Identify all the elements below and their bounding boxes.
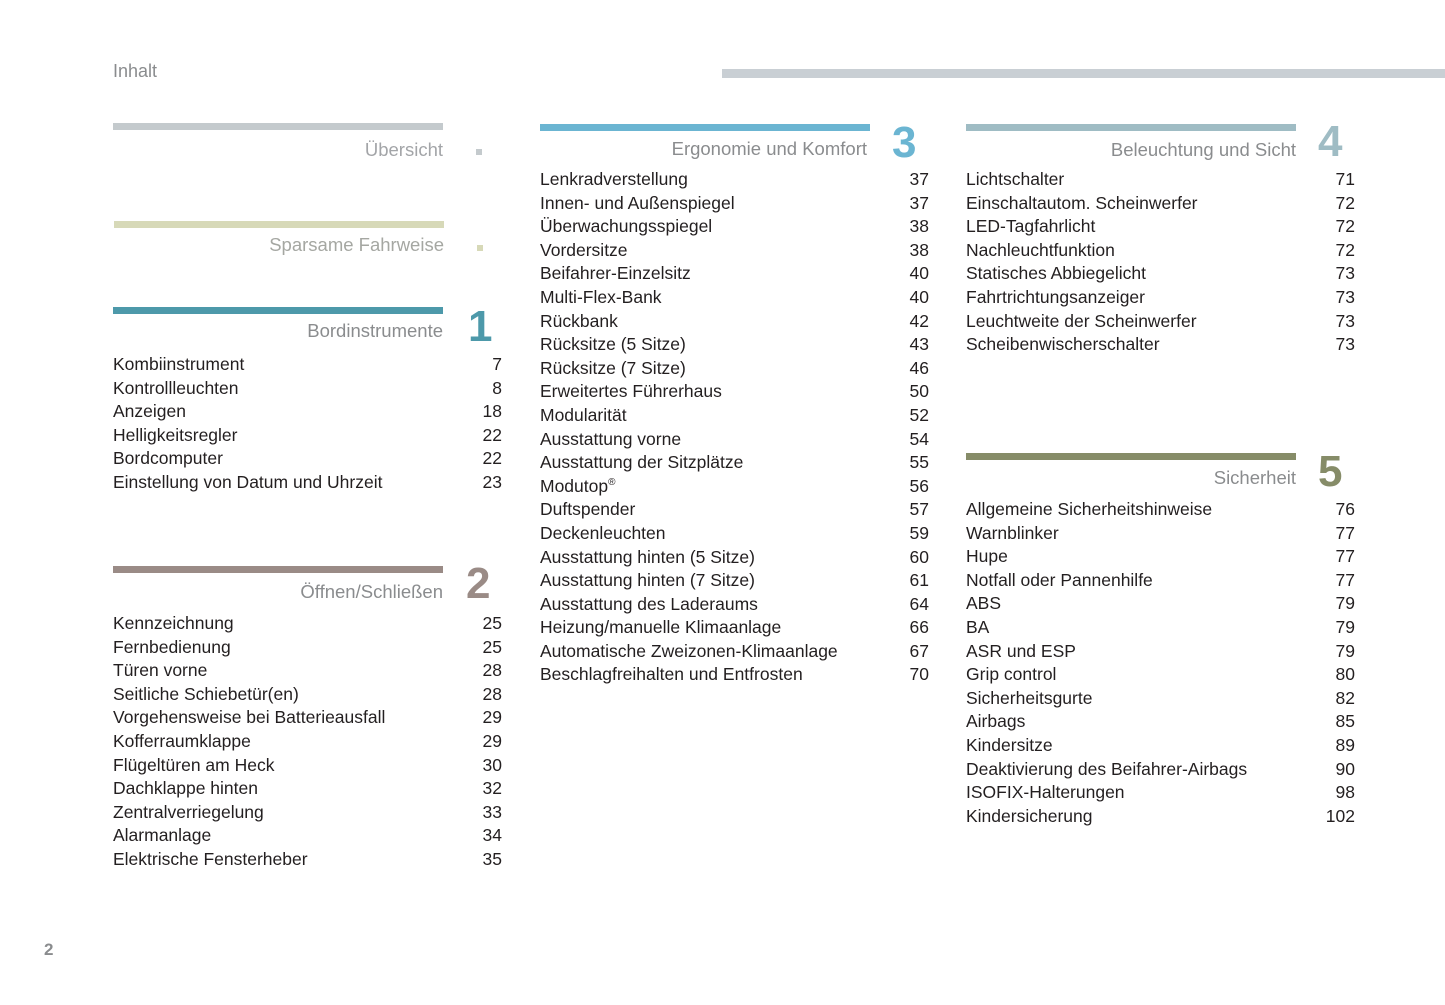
toc-entry[interactable] [966, 758, 1355, 782]
toc-entry[interactable] [966, 522, 1355, 546]
toc-entry-label: Kombiinstrument [113, 354, 245, 374]
toc-entry-page: 28 [482, 683, 502, 704]
toc-entry-label: Rücksitze (5 Sitze) [540, 334, 686, 355]
section-number: 5 [1318, 447, 1343, 496]
toc-entry-label: Vorgehensweise bei Batterieausfall [113, 707, 386, 728]
toc-entry-page: 79 [1335, 640, 1355, 661]
toc-entry[interactable] [966, 239, 1355, 263]
toc-entry-label: Dachklappe hinten [113, 778, 258, 799]
toc-entry[interactable] [966, 592, 1355, 616]
toc-entry-label: Lenkradverstellung [540, 169, 688, 189]
toc-entry-page: 79 [1335, 616, 1355, 637]
toc-entry-page: 64 [909, 593, 929, 614]
toc-entry[interactable] [966, 663, 1355, 687]
toc-entry[interactable] [966, 710, 1355, 734]
toc-entry-page: 82 [1335, 687, 1355, 708]
toc-entry-label: Beifahrer-Einzelsitz [540, 263, 691, 284]
toc-entry-label: Beschlagfreihalten und Entfrosten [540, 664, 803, 685]
toc-entry[interactable] [966, 215, 1355, 239]
toc-entry-label: Fahrtrichtungsanzeiger [966, 286, 1145, 307]
toc-entry-label: Airbags [966, 711, 1026, 732]
toc-entry-page: 76 [1335, 499, 1355, 519]
entries-bordinstrumente [113, 353, 502, 495]
toc-entry-page: 55 [909, 452, 929, 473]
section-title[interactable]: Sicherheit [1213, 467, 1296, 488]
toc-entry[interactable] [540, 522, 929, 546]
section-bar [113, 307, 443, 314]
toc-entry[interactable] [113, 612, 502, 636]
toc-entry-page: 66 [909, 617, 929, 638]
toc-entry[interactable] [113, 424, 502, 448]
toc-entry[interactable] [540, 357, 929, 381]
toc-entry[interactable] [966, 286, 1355, 310]
toc-entry-page: 25 [482, 613, 502, 633]
toc-entry[interactable] [966, 569, 1355, 593]
toc-entry[interactable] [966, 616, 1355, 640]
toc-entry-label: Sicherheitsgurte [966, 687, 1093, 708]
toc-entry-label: Deaktivierung des Beifahrer-Airbags [966, 758, 1248, 779]
toc-entry-page: 90 [1335, 758, 1355, 779]
toc-entry[interactable] [540, 310, 929, 334]
toc-entry[interactable] [113, 447, 502, 471]
toc-entry-page: 98 [1335, 782, 1355, 803]
toc-entry-label: Allgemeine Sicherheitshinweise [966, 499, 1213, 519]
header-bar [722, 69, 1445, 78]
toc-entry[interactable] [540, 569, 929, 593]
toc-entry[interactable] [540, 168, 929, 192]
toc-entry-label: Einschaltautom. Scheinwerfer [966, 192, 1198, 213]
section-title[interactable]: Ergonomie und Komfort [671, 138, 867, 159]
toc-entry-label: Flügeltüren am Heck [113, 754, 275, 775]
toc-entry-label: BA [966, 616, 990, 637]
toc-entry-page: 42 [909, 310, 929, 331]
toc-entry[interactable] [540, 380, 929, 404]
toc-entry-page: 72 [1335, 192, 1355, 213]
section-bar [540, 124, 870, 131]
toc-entry[interactable] [113, 471, 502, 495]
toc-entry-label: Automatische Zweizonen-Klimaanlage [540, 640, 838, 661]
section-number: 4 [1318, 117, 1343, 166]
toc-entry-label: Zentralverriegelung [113, 801, 264, 822]
toc-entry-page: 50 [909, 381, 929, 402]
toc-entry-page: 18 [482, 401, 502, 422]
toc-entry-page: 38 [909, 239, 929, 260]
toc-entry-label: LED-Tagfahrlicht [966, 216, 1096, 237]
toc-entry[interactable] [113, 400, 502, 424]
toc-entry[interactable] [113, 754, 502, 778]
section-title[interactable]: Übersicht [364, 139, 443, 160]
toc-entry-page: 38 [909, 216, 929, 237]
toc-entry-page: 40 [909, 263, 929, 284]
entries-beleuchtung [966, 168, 1355, 357]
toc-entry-label: Hupe [966, 546, 1008, 567]
toc-entry-page: 25 [482, 636, 502, 657]
toc-entry-page: 61 [909, 570, 929, 591]
toc-entry[interactable] [966, 805, 1355, 829]
entries-sicherheit [966, 498, 1355, 828]
toc-entry-label: Scheibenwischerschalter [966, 334, 1160, 355]
toc-entry-page: 71 [1335, 169, 1355, 189]
toc-entry-page: 60 [909, 546, 929, 567]
toc-entry-label: Vordersitze [540, 239, 628, 260]
toc-entry-label: Modutop [540, 475, 609, 496]
toc-entry[interactable] [966, 640, 1355, 664]
toc-entry-label: Modularität [540, 404, 627, 425]
toc-entry[interactable] [113, 659, 502, 683]
toc-entry-label: Kindersitze [966, 734, 1053, 755]
toc-entry-page: 85 [1335, 711, 1355, 732]
toc-entry-label: Seitliche Schiebetür(en) [113, 683, 299, 704]
toc-entry-page: 37 [909, 169, 929, 189]
toc-entry[interactable] [540, 498, 929, 522]
toc-entry[interactable] [966, 168, 1355, 192]
toc-entry-label: Kindersicherung [966, 805, 1093, 826]
toc-entry-label: Multi-Flex-Bank [540, 286, 662, 307]
section-bar [113, 123, 443, 130]
toc-entry-label: Anzeigen [113, 401, 186, 422]
toc-entry-page: 28 [482, 660, 502, 681]
toc-entry-page: 22 [482, 424, 502, 445]
toc-entry[interactable] [540, 428, 929, 452]
section-title[interactable]: Sparsame Fahrweise [269, 234, 444, 255]
toc-entry[interactable] [540, 475, 929, 499]
toc-entry-label: Helligkeitsregler [113, 424, 238, 445]
toc-entry-page: 37 [909, 192, 929, 213]
toc-entry-page: 80 [1335, 664, 1355, 685]
toc-entry[interactable] [113, 730, 502, 754]
toc-entry-label: Alarmanlage [113, 825, 212, 846]
registered-mark: ® [608, 476, 616, 488]
toc-entry-label: Kennzeichnung [113, 613, 234, 633]
toc-entry[interactable] [113, 706, 502, 730]
section-marker [476, 149, 482, 155]
header-label: Inhalt [113, 61, 158, 81]
toc-entry-label: Nachleuchtfunktion [966, 239, 1115, 260]
toc-entry-label: Notfall oder Pannenhilfe [966, 569, 1153, 590]
toc-entry-page: 46 [909, 357, 929, 378]
toc-entry-label: Fernbedienung [113, 636, 231, 657]
toc-entry[interactable] [966, 545, 1355, 569]
toc-entry-page: 54 [909, 428, 929, 449]
entries-ergonomie [540, 168, 929, 687]
toc-entry-label: Grip control [966, 664, 1057, 685]
toc-entry[interactable] [966, 781, 1355, 805]
toc-entry-page: 59 [909, 522, 929, 543]
toc-entry-page: 72 [1335, 216, 1355, 237]
toc-entry-page: 77 [1335, 569, 1355, 590]
toc-entry-label: ABS [966, 593, 1002, 614]
toc-entry[interactable] [113, 636, 502, 660]
toc-entry[interactable] [540, 262, 929, 286]
toc-entry-label: Kofferraumklappe [113, 730, 251, 751]
toc-entry[interactable] [966, 498, 1355, 522]
section-bar [114, 221, 444, 228]
toc-entry-label: Ausstattung vorne [540, 428, 682, 449]
toc-entry-page: 73 [1335, 286, 1355, 307]
toc-entry-label: Ausstattung hinten (7 Sitze) [540, 570, 755, 591]
toc-entry-label: Duftspender [540, 499, 636, 520]
toc-entry-page: 35 [482, 848, 502, 869]
toc-entry[interactable] [540, 404, 929, 428]
section-title[interactable]: Bordinstrumente [307, 320, 443, 341]
toc-entry-page: 102 [1325, 805, 1355, 826]
toc-entry[interactable] [113, 353, 502, 377]
toc-entry-page: 77 [1335, 522, 1355, 543]
toc-entry-page: 57 [909, 499, 929, 520]
section-number: 3 [892, 118, 917, 167]
toc-entry[interactable] [113, 377, 502, 401]
toc-entry-page: 29 [482, 707, 502, 728]
toc-entry-label: Elektrische Fensterheber [113, 848, 308, 869]
toc-entry[interactable] [966, 734, 1355, 758]
toc-entry-label: Rücksitze (7 Sitze) [540, 357, 686, 378]
toc-entry-page: 67 [909, 640, 929, 661]
toc-entry-label: Heizung/manuelle Klimaanlage [540, 617, 782, 638]
toc-entry-page: 23 [482, 471, 502, 492]
toc-entry[interactable] [540, 663, 929, 687]
section-title[interactable]: Öffnen/Schließen [300, 581, 443, 602]
toc-entry-label: ASR und ESP [966, 640, 1076, 661]
toc-entry[interactable] [540, 215, 929, 239]
toc-entry-label: Türen vorne [113, 660, 208, 681]
entries-oeffnen [113, 612, 502, 872]
toc-entry[interactable] [113, 683, 502, 707]
section-bar [113, 566, 443, 573]
section-title[interactable]: Beleuchtung und Sicht [1110, 139, 1296, 160]
toc-entry-page: 22 [482, 448, 502, 469]
toc-entry-label: Warnblinker [966, 522, 1059, 543]
toc-entry[interactable] [966, 310, 1355, 334]
toc-entry-page: 7 [492, 354, 502, 374]
toc-entry[interactable] [113, 801, 502, 825]
toc-entry[interactable] [966, 262, 1355, 286]
toc-entry[interactable] [966, 333, 1355, 357]
section-bar [966, 453, 1296, 460]
toc-entry[interactable] [540, 286, 929, 310]
toc-entry-page: 32 [482, 778, 502, 799]
toc-entry[interactable] [540, 593, 929, 617]
toc-entry-label: Leuchtweite der Scheinwerfer [966, 310, 1197, 331]
toc-entry[interactable] [966, 192, 1355, 216]
toc-entry-page: 43 [909, 334, 929, 355]
toc-entry[interactable] [540, 640, 929, 664]
toc-entry-label: Rückbank [540, 310, 618, 331]
toc-entry-page: 33 [482, 801, 502, 822]
toc-entry[interactable] [540, 451, 929, 475]
toc-entry-label: Lichtschalter [966, 169, 1065, 189]
section-bar [966, 124, 1296, 131]
toc-entry[interactable] [113, 824, 502, 848]
toc-entry-page: 8 [492, 377, 502, 398]
toc-entry-page: 40 [909, 286, 929, 307]
toc-entry-page: 73 [1335, 334, 1355, 355]
toc-entry-page: 70 [909, 664, 929, 685]
toc-entry-label: Erweitertes Führerhaus [540, 381, 722, 402]
toc-entry[interactable] [966, 687, 1355, 711]
toc-entry-page: 30 [482, 754, 502, 775]
toc-entry-page: 73 [1335, 263, 1355, 284]
page-number: 2 [44, 940, 54, 959]
toc-entry-label: Ausstattung hinten (5 Sitze) [540, 546, 755, 567]
toc-entry[interactable] [540, 616, 929, 640]
toc-entry-label: Bordcomputer [113, 448, 223, 469]
toc-entry-page: 52 [909, 404, 929, 425]
toc-entry[interactable] [113, 848, 502, 872]
toc-entry[interactable] [540, 546, 929, 570]
toc-entry[interactable] [540, 239, 929, 263]
section-number: 1 [468, 302, 493, 351]
toc-entry-label: Ausstattung der Sitzplätze [540, 452, 744, 473]
toc-entry[interactable] [113, 777, 502, 801]
toc-entry-label: Einstellung von Datum und Uhrzeit [113, 471, 383, 492]
section-marker [477, 245, 483, 251]
toc-entry-label: Ausstattung des Laderaums [540, 593, 758, 614]
toc-entry-page: 34 [482, 825, 502, 846]
toc-entry-page: 73 [1335, 310, 1355, 331]
toc-entry-label: Kontrollleuchten [113, 377, 239, 398]
toc-entry[interactable] [540, 333, 929, 357]
toc-entry-page: 29 [482, 730, 502, 751]
toc-entry-page: 77 [1335, 546, 1355, 567]
section-number: 2 [466, 559, 491, 608]
toc-entry-label: ISOFIX-Halterungen [966, 782, 1125, 803]
toc-entry-page: 72 [1335, 239, 1355, 260]
toc-entry-page: 79 [1335, 593, 1355, 614]
toc-entry-label: Überwachungsspiegel [540, 216, 713, 237]
toc-entry-page: 89 [1335, 734, 1355, 755]
toc-entry-label: Deckenleuchten [540, 522, 666, 543]
toc-entry-label: Innen- und Außenspiegel [540, 192, 735, 213]
toc-entry-label: Statisches Abbiegelicht [966, 263, 1146, 284]
toc-entry-page: 56 [909, 475, 929, 496]
toc-entry[interactable] [540, 192, 929, 216]
